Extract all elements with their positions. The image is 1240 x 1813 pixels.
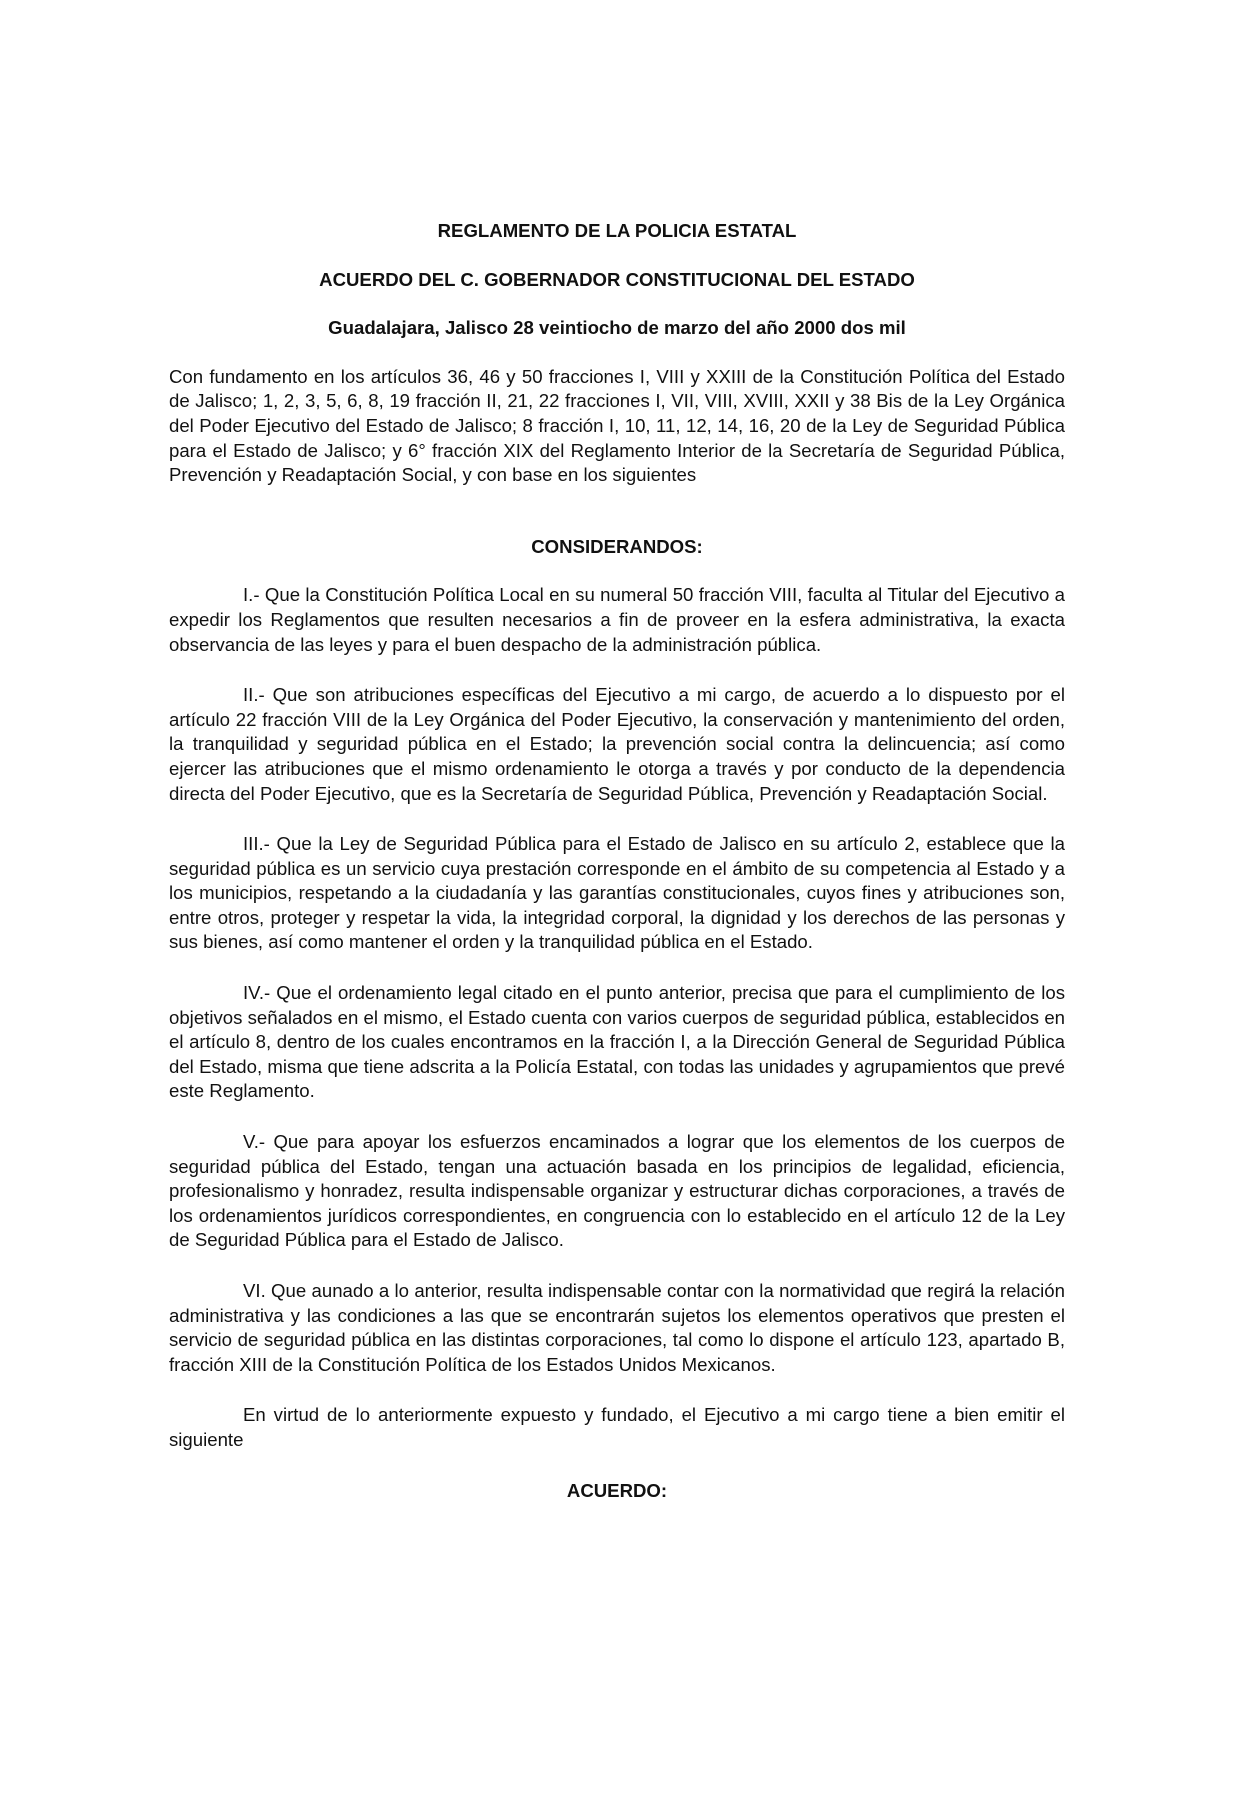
considerando-paragraph: IV.- Que el ordenamiento legal citado en el punto anterior, precisa que para el cumplimiento de los objetivos señalados en el mismo, el Estado cuenta con varios cuerpos de seguridad pública, establecidos en el artículo 8, dentro de los cuales encontramos en la fracción I, a la Dirección General de Seguridad Pública del Estado, misma que tiene adscrita a la Policía Estatal, con todas las unidades y agrupamientos que prevé este Reglamento. <box>169 982 1065 1102</box>
acuerdo-heading: ACUERDO: <box>566 1479 668 1501</box>
considerando-paragraph: III.- Que la Ley de Seguridad Pública para el Estado de Jalisco en su artículo 2, establece que la seguridad pública es un servicio cuya prestación corresponde en el ámbito de su competencia al Estado y a los municipios, respetando a la ciudadanía y las garantías constitucionales, cuyos fines y atribuciones son, entre otros, proteger y respetar la vida, la integridad corporal, la dignidad y los derechos de las personas y sus bienes, así como mantener el orden y la tranquilidad pública en el Estado. <box>169 833 1065 953</box>
document-title: REGLAMENTO DE LA POLICIA ESTATAL <box>437 220 797 241</box>
intro-paragraph: Con fundamento en los artículos 36, 46 y 50 fracciones I, VIII y XXIII de la Constitución Política del Estado de Jalisco; 1, 2, 3, 5, 6, 8, 19 fracción II, 21, 22 fracciones I, VII, VIII, XVIII, XXII y 38 Bis de la Ley Orgánica del Poder Ejecutivo del Estado de Jalisco; 8 fracción I, 10, 11, 12, 14, 16, 20 de la Ley de Seguridad Pública para el Estado de Jalisco; y 6° fracción XIX del Reglamento Interior de la Secretaría de Seguridad Pública, Prevención y Readaptación Social, y con base en los siguientes <box>169 365 1065 486</box>
considerando-paragraph: V.- Que para apoyar los esfuerzos encaminados a lograr que los elementos de los cuerpos de seguridad pública del Estado, tengan una actuación basada en los principios de legalidad, eficiencia, profesionalismo y honradez, resulta indispensable organizar y estructurar dichas corporaciones, a través de los ordenamientos jurídicos correspondientes, en congruencia con lo establecido en el artículo 12 de la Ley de Seguridad Pública para el Estado de Jalisco. <box>169 1131 1065 1251</box>
document-body <box>169 219 1065 1503</box>
document-subtitle: ACUERDO DEL C. GOBERNADOR CONSTITUCIONAL DEL ESTADO <box>319 268 915 290</box>
closing-paragraph: En virtud de lo anteriormente expuesto y fundado, el Ejecutivo a mi cargo tiene a bien emitir el siguiente <box>169 1404 1065 1450</box>
considerando-paragraph: I.- Que la Constitución Política Local en su numeral 50 fracción VIII, faculta al Titular del Ejecutivo a expedir los Reglamentos que resulten necesarios a fin de proveer en la esfera administrativa, la exacta observancia de las leyes y para el buen despacho de la administración pública. <box>169 584 1065 655</box>
considerando-paragraph: VI. Que aunado a lo anterior, resulta indispensable contar con la normatividad que regirá la relación administrativa y las condiciones a las que se encontrarán sujetos los elementos operativos que presten el servicio de seguridad pública en las distintas corporaciones, tal como lo dispone el artículo 123, apartado B, fracción XIII de la Constitución Política de los Estados Unidos Mexicanos. <box>169 1280 1065 1375</box>
place-date: Guadalajara, Jalisco 28 veintiocho de marzo del año 2000 dos mil <box>328 317 906 339</box>
considerando-paragraph: II.- Que son atribuciones específicas del Ejecutivo a mi cargo, de acuerdo a lo dispuesto por el artículo 22 fracción VIII de la Ley Orgánica del Poder Ejecutivo, la conservación y mantenimiento del orden, la tranquilidad y seguridad pública en el Estado; la prevención social contra la delincuencia; así como ejercer las atribuciones que el mismo ordenamiento le otorga a través y por conducto de la dependencia directa del Poder Ejecutivo, que es la Secretaría de Seguridad Pública, Prevención y Readaptación Social. <box>169 684 1065 804</box>
considerandos-heading: CONSIDERANDOS: <box>531 535 703 557</box>
